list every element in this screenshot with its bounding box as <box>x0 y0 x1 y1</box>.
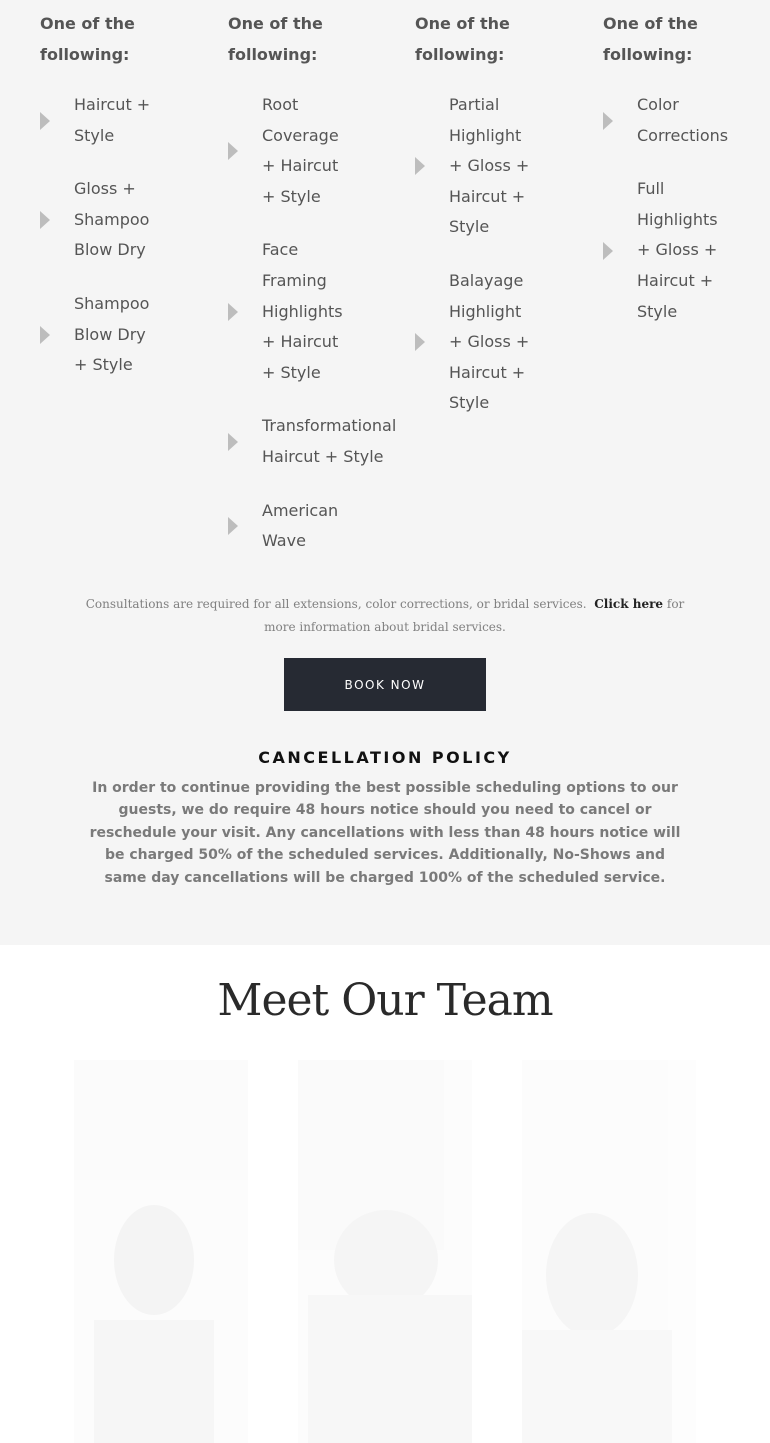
service-label: American Wave <box>262 500 339 551</box>
list-item <box>415 90 537 243</box>
list-item <box>40 90 160 151</box>
cancellation-text: In order to continue providing the best possible scheduling options to our guests, we do require 48 hours notice should you need to cancel or reschedule your visit. Any cancellations with less than 48 hours notice will be charged 50% of the scheduled services. Additionally, No-Shows and same day cancellations will be charged 100% of the scheduled service. <box>89 780 681 886</box>
caret-right-icon <box>228 142 238 160</box>
cancellation-title: CANCELLATION POLICY <box>258 748 512 767</box>
team-member-photo[interactable] <box>522 1060 696 1443</box>
service-column-1 <box>40 8 170 404</box>
caret-right-icon <box>40 326 50 344</box>
service-label: Root Coverage + Haircut + Style <box>262 95 339 206</box>
list-item <box>603 90 728 151</box>
service-label: Haircut + Style <box>74 95 151 145</box>
caret-right-icon <box>40 211 50 229</box>
service-label: Balayage Highlight + Gloss + Haircut + Style <box>449 270 530 413</box>
caret-right-icon <box>228 517 238 535</box>
service-column-4 <box>603 8 733 350</box>
list-item <box>228 90 348 212</box>
team-member-photo[interactable] <box>74 1060 248 1443</box>
service-label: Shampoo Blow Dry + Style <box>74 293 150 375</box>
caret-right-icon <box>415 333 425 351</box>
list-item <box>415 266 537 419</box>
portrait-image <box>74 1060 248 1443</box>
team-member-photo[interactable] <box>298 1060 472 1443</box>
list-item <box>40 289 160 381</box>
caret-right-icon <box>415 157 425 175</box>
service-label: Face Framing Highlights + Haircut + Style <box>262 240 343 382</box>
column-heading: One of the following: <box>415 14 510 64</box>
column-heading: One of the following: <box>603 14 698 64</box>
service-label: Gloss + Shampoo Blow Dry <box>74 179 150 260</box>
column-heading: One of the following: <box>228 14 323 64</box>
consultation-note <box>80 593 690 639</box>
list-item <box>40 174 160 266</box>
bridal-info-link[interactable]: Click here <box>594 597 664 611</box>
service-label: Transformational Haircut + Style <box>262 416 397 466</box>
service-label: Full Highlights + Gloss + Haircut + Style <box>637 179 718 321</box>
list-item <box>228 235 348 388</box>
caret-right-icon <box>228 433 238 451</box>
service-column-2 <box>228 8 398 580</box>
caret-right-icon <box>603 242 613 260</box>
consultation-text-after: for more information about bridal services. <box>264 597 685 634</box>
portrait-image <box>298 1060 472 1443</box>
service-label: Partial Highlight + Gloss + Haircut + Style <box>449 95 530 237</box>
column-heading: One of the following: <box>40 14 135 64</box>
caret-right-icon <box>603 112 613 130</box>
team-section-title: Meet Our Team <box>217 975 553 1026</box>
service-label: Color Corrections <box>637 95 729 145</box>
list-item <box>228 496 348 557</box>
service-column-3 <box>415 8 545 442</box>
book-now-button[interactable]: BOOK NOW <box>284 658 486 711</box>
caret-right-icon <box>228 303 238 321</box>
list-item <box>603 174 728 327</box>
portrait-image <box>522 1060 696 1443</box>
list-item <box>228 411 398 472</box>
caret-right-icon <box>40 112 50 130</box>
consultation-text: Consultations are required for all extensions, color corrections, or bridal services. <box>85 597 587 611</box>
